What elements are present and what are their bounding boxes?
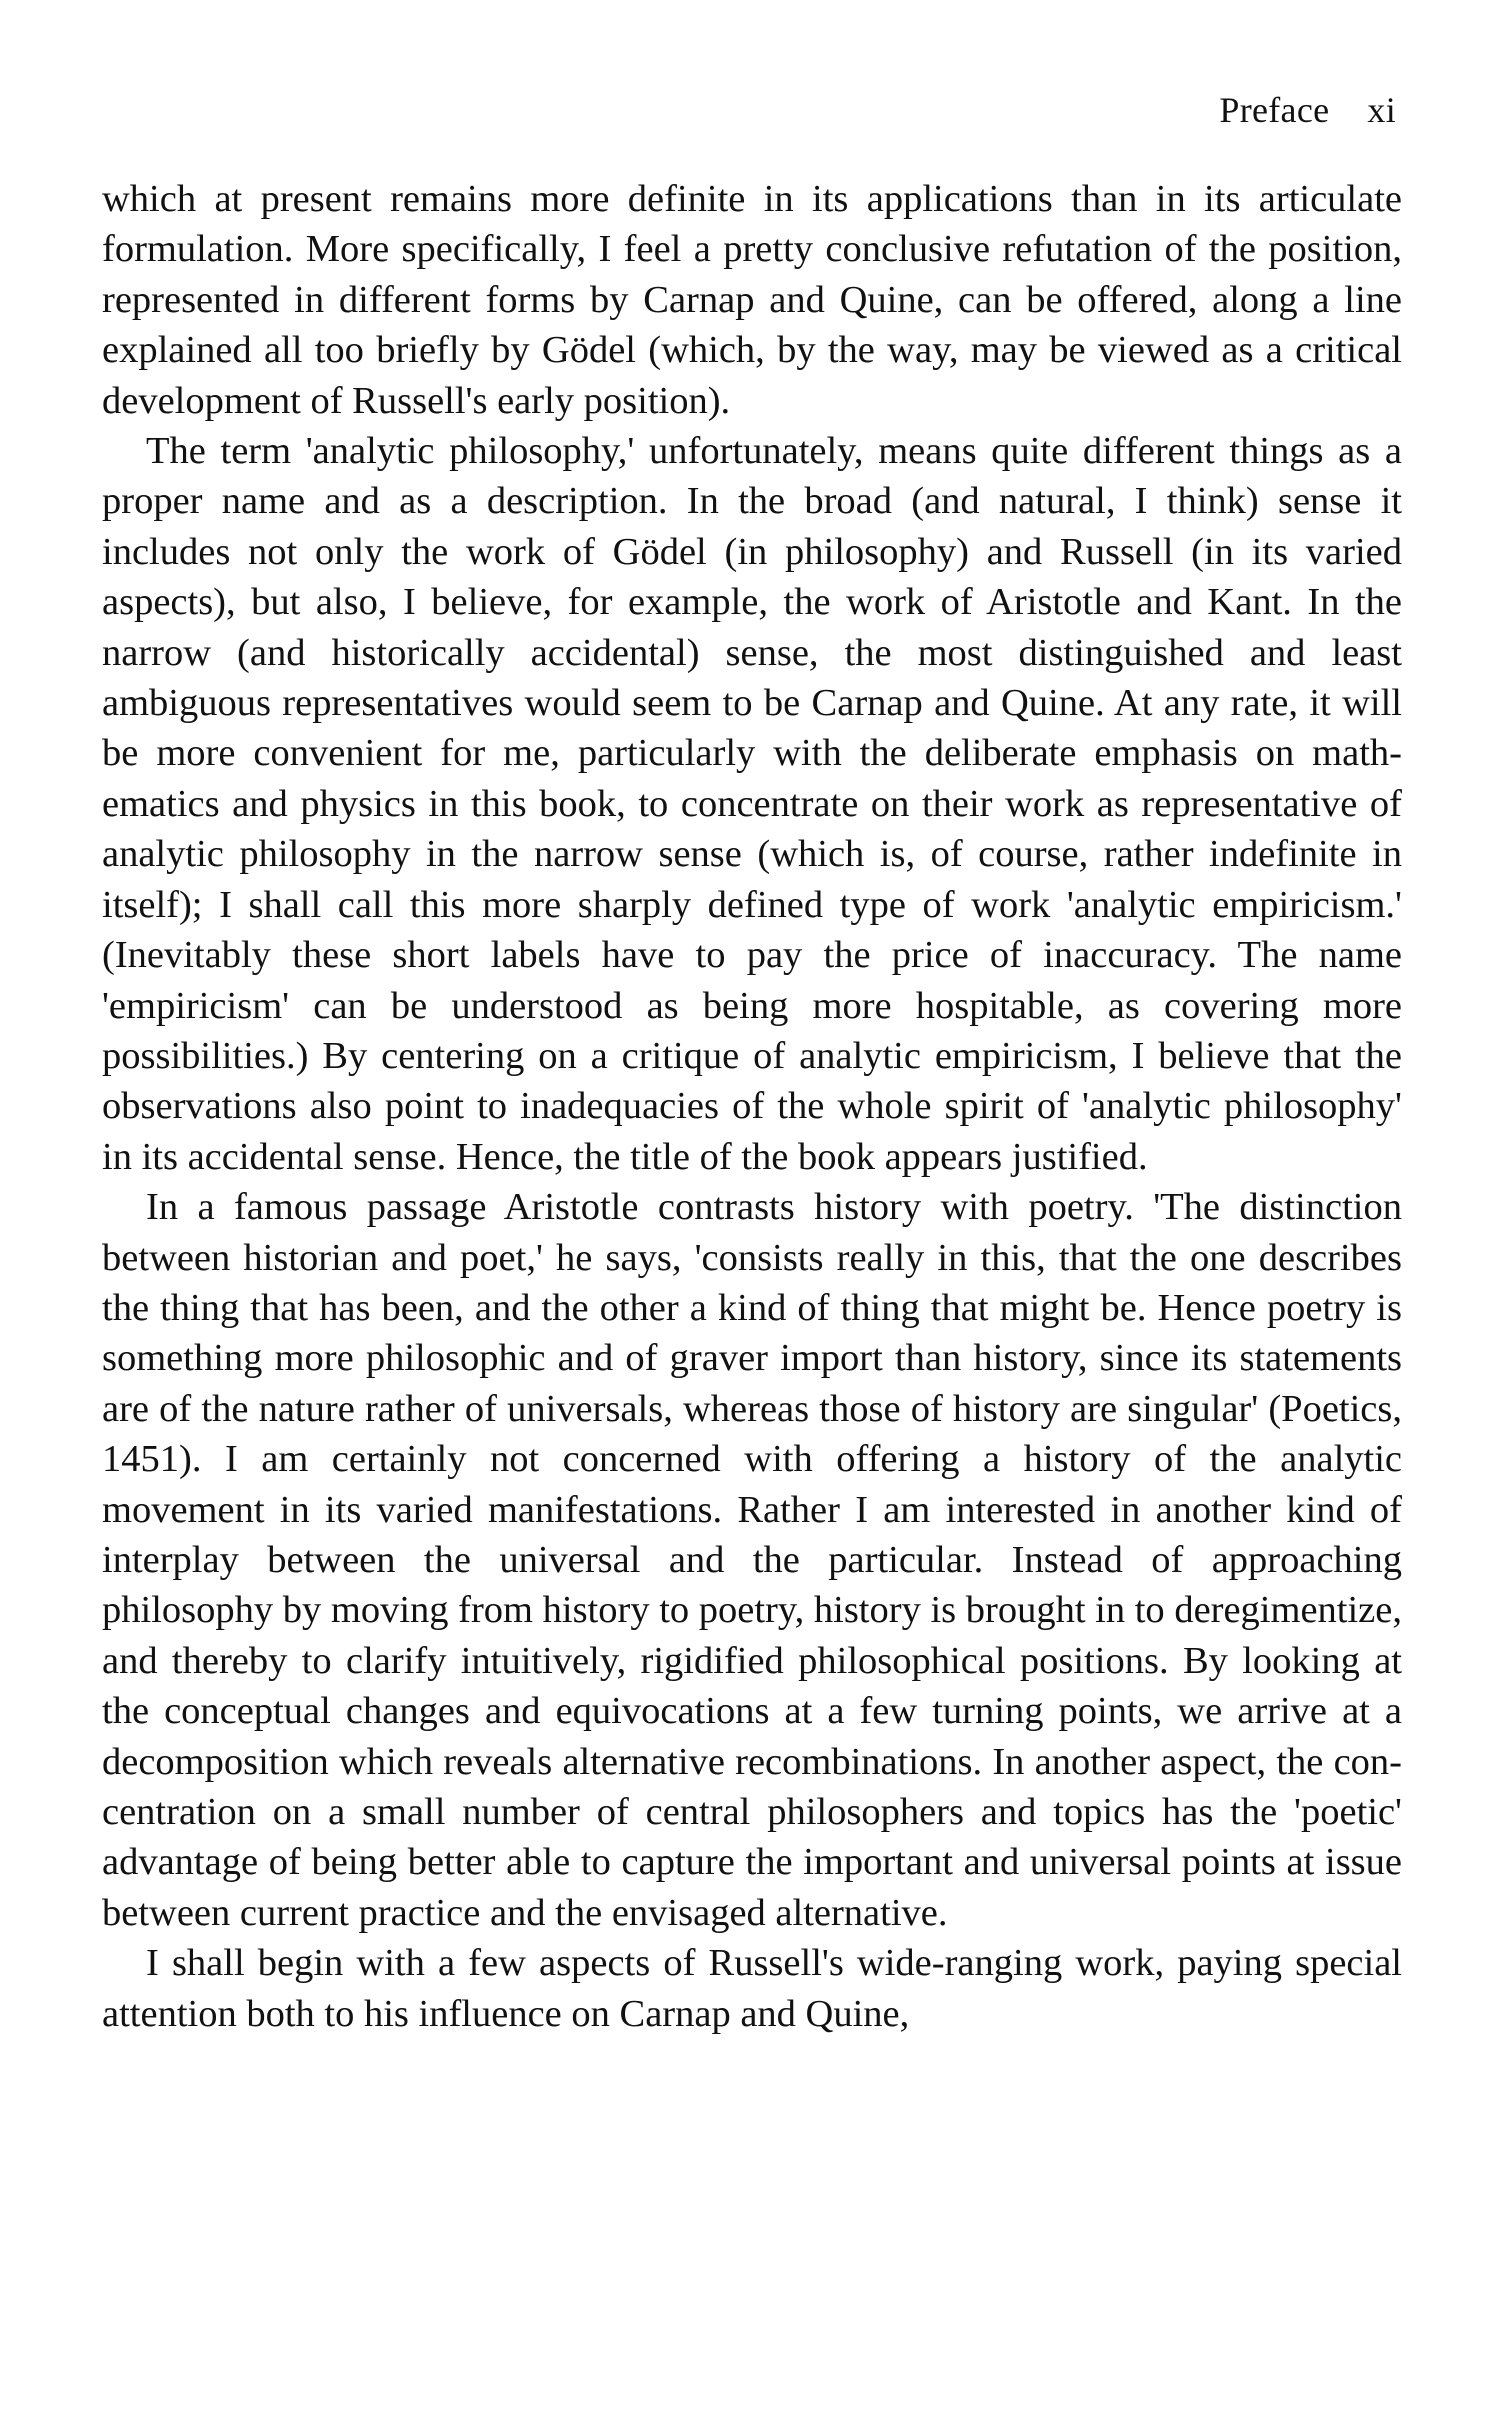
body-text (102, 174, 1402, 2039)
paragraph-analytic-philosophy: The term 'analytic philosophy,' unfortunately, means quite different things as a proper name and as a description. In the broad (and natural, I think) sense it includes not only the work of Gödel (in philosophy) and Russell (in its varied aspects), but also, I believe, for example, the work of Aristotle and Kant. In the narrow (and historically accidental) sense, the most distinguished and least ambiguous representatives would seem to be Carnap and Quine. At any rate, it will be more convenient for me, particularly with the deliberate emphasis on mathematics and physics in this book, to concentrate on their work as representative of analytic philosophy in the narrow sense (which is, of course, rather indefinite in itself); I shall call this more sharply defined type of work 'analytic empiricism.' (Inevitably these short labels have to pay the price of inaccuracy. The name 'empiricism' can be understood as being more hospitable, as covering more possibilities.) By centering on a critique of analytic empiricism, I believe that the observations also point to inadequacies of the whole spirit of 'analytic philosophy' in its accidental sense. Hence, the title of the book appears justified. (102, 430, 1402, 1178)
running-head-title: Preface (1219, 90, 1330, 130)
page-number: xi (1367, 90, 1396, 130)
running-head (1219, 88, 1396, 132)
paragraph-russell: I shall begin with a few aspects of Russell's wide-ranging work, paying special attention both to his influence on Carnap and Quine, (102, 1942, 1402, 2035)
paragraph-continued: which at present remains more definite in its applications than in its articulate formulation. More specifically, I feel a pretty conclusive refutation of the position, represented in different forms by Carnap and Quine, can be offered, along a line explained all too briefly by Gödel (which, by the way, may be viewed as a critical development of Russell's early position). (102, 178, 1402, 422)
paragraph-aristotle-history-poetry: In a famous passage Aristotle contrasts history with poetry. 'The distinction between historian and poet,' he says, 'consists really in this, that the one describes the thing that has been, and the other a kind of thing that might be. Hence poetry is something more philosophic and of graver import than history, since its statements are of the nature rather of universals, whereas those of history are singular' (Poetics, 1451). I am certainly not concerned with offering a history of the analytic movement in its varied manifestations. Rather I am interested in another kind of interplay between the universal and the particular. Instead of approaching philosophy by moving from history to poetry, history is brought in to deregimentize, and thereby to clarify intuitively, rigidified philosophical positions. By looking at the conceptual changes and equivocations at a few turning points, we arrive at a decomposition which reveals alternative recombinations. In another aspect, the concentration on a small number of central philosophers and topics has the 'poetic' advantage of being better able to capture the important and universal points at issue between current practice and the envisaged alternative. (102, 1186, 1402, 1934)
